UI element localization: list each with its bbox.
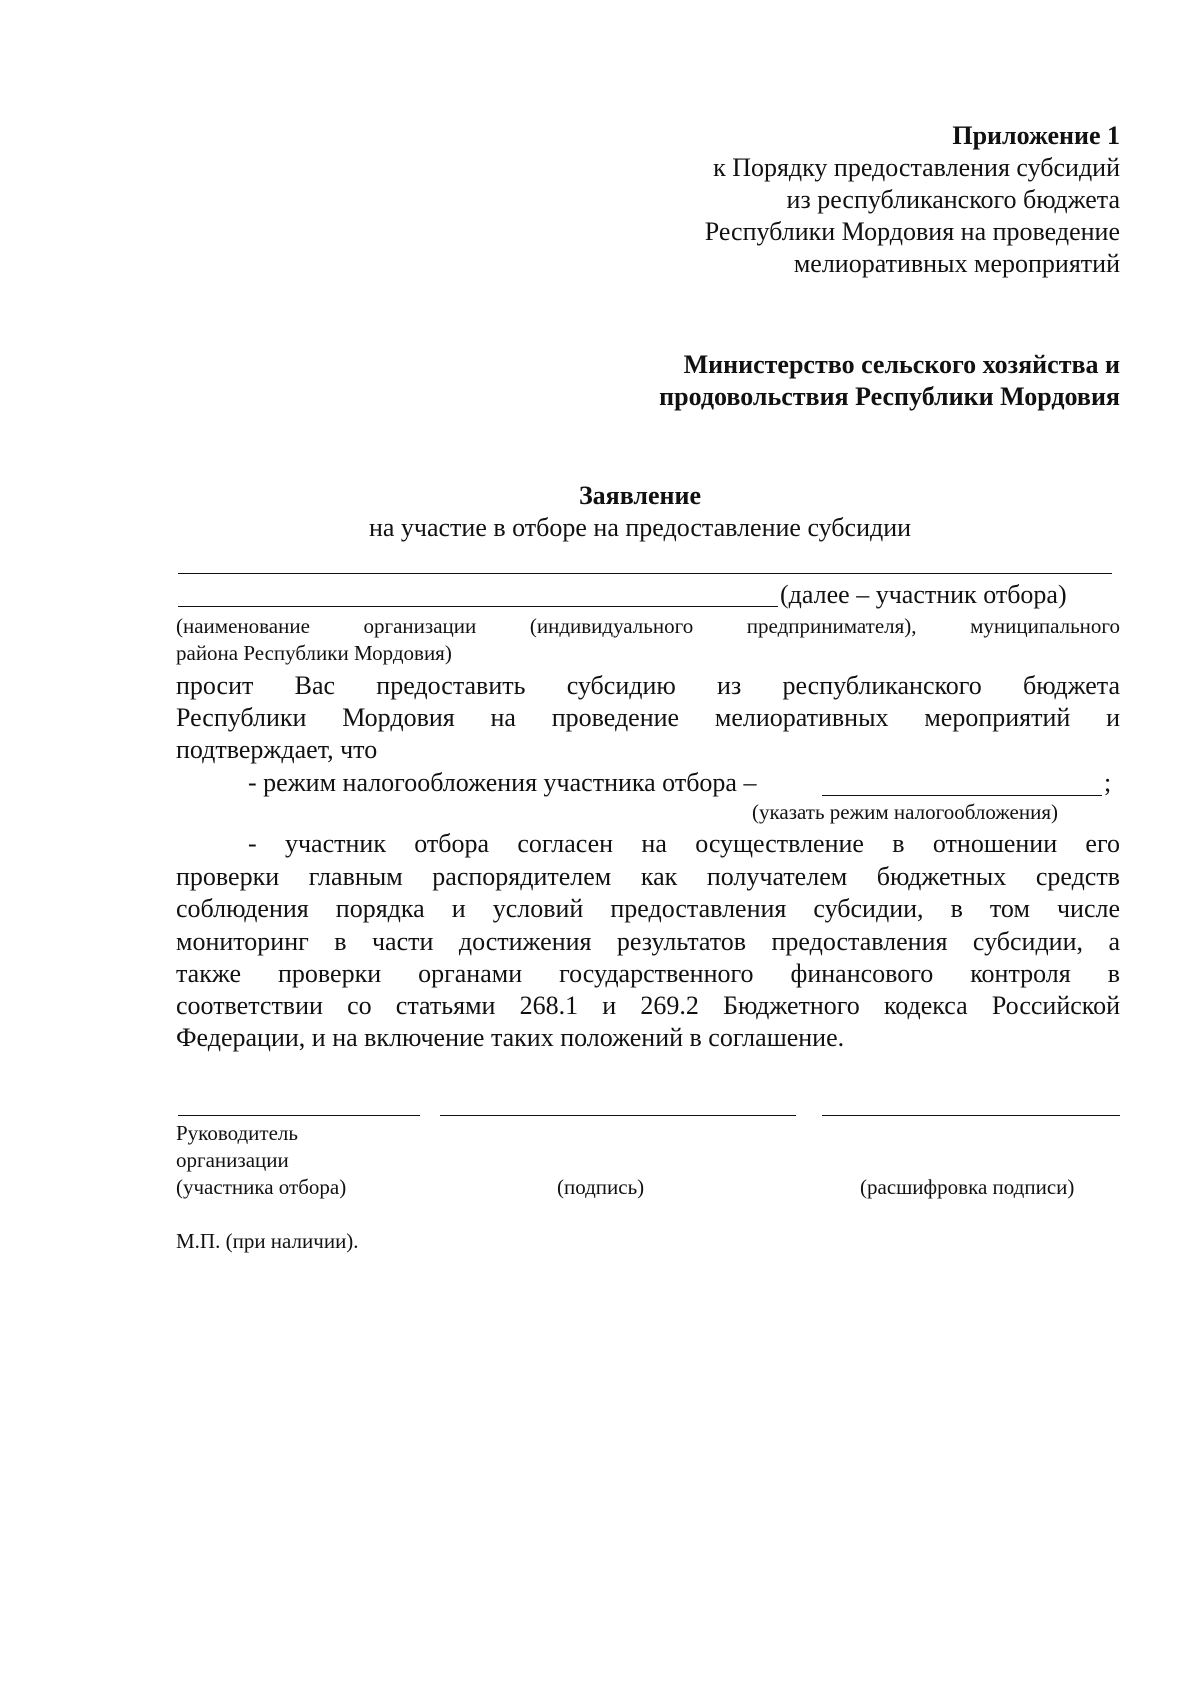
addressee-line: продовольствия Республики Мордовия bbox=[659, 382, 1120, 411]
position-caption-line: Руководитель bbox=[176, 1121, 298, 1145]
tax-regime-blank[interactable] bbox=[822, 795, 1102, 796]
caption-word: (наименование bbox=[176, 614, 310, 638]
addressee-line: Министерство сельского хозяйства и bbox=[683, 350, 1120, 379]
tax-regime-end: ; bbox=[1104, 768, 1112, 797]
stamp-note: М.П. (при наличии). bbox=[176, 1229, 359, 1253]
appendix-line: к Порядку предоставления субсидий bbox=[713, 153, 1120, 182]
request-line: просит Вас предоставить субсидию из республиканского бюджета bbox=[176, 671, 1120, 700]
applicant-name-blank-1[interactable] bbox=[178, 573, 1112, 574]
applicant-caption-line-2: района Республики Мордовия) bbox=[176, 641, 452, 665]
caption-word: муниципального bbox=[970, 614, 1120, 638]
caption-word: предпринимателя), bbox=[746, 614, 917, 638]
consent-line: также проверки органами государственного финансового контроля в bbox=[176, 959, 1120, 988]
consent-line: - участник отбора согласен на осуществление в отношении его bbox=[248, 829, 1120, 858]
consent-line: соблюдения порядка и условий предоставления субсидии, в том числе bbox=[176, 894, 1120, 923]
signature-caption: (подпись) bbox=[557, 1175, 645, 1199]
consent-line: соответствии со статьями 268.1 и 269.2 Бюджетного кодекса Российской bbox=[176, 991, 1120, 1020]
signature-decoding-blank[interactable] bbox=[822, 1115, 1120, 1116]
consent-line: проверки главным распорядителем как получателем бюджетных средств bbox=[176, 862, 1120, 891]
tax-regime-label: - режим налогообложения участника отбора – bbox=[248, 768, 757, 797]
position-caption-line: организации bbox=[176, 1148, 289, 1172]
appendix-line: Республики Мордовия на проведение bbox=[704, 217, 1120, 246]
appendix-line: мелиоративных мероприятий bbox=[793, 249, 1120, 278]
appendix-title: Приложение 1 bbox=[952, 121, 1120, 150]
position-blank[interactable] bbox=[178, 1115, 420, 1116]
applicant-after-blank: (далее – участник отбора) bbox=[780, 580, 1067, 609]
request-last-line: подтверждает, что bbox=[176, 735, 378, 764]
statement-subtitle: на участие в отборе на предоставление субсидии bbox=[368, 513, 912, 542]
caption-word: (индивидуального bbox=[529, 614, 694, 638]
request-line: Республики Мордовия на проведение мелиоративных мероприятий и bbox=[176, 703, 1120, 732]
appendix-header bbox=[705, 120, 1120, 280]
consent-last-line: Федерации, и на включение таких положений в соглашение. bbox=[176, 1023, 845, 1052]
statement-title: Заявление bbox=[578, 481, 702, 510]
signature-decoding-caption: (расшифровка подписи) bbox=[860, 1175, 1075, 1199]
tax-regime-caption: (указать режим налогообложения) bbox=[752, 800, 1058, 824]
signature-blank[interactable] bbox=[440, 1115, 796, 1116]
caption-word: организации bbox=[363, 614, 477, 638]
applicant-caption-line-1 bbox=[176, 614, 1120, 638]
position-caption-line: (участника отбора) bbox=[176, 1175, 347, 1199]
appendix-line: из республиканского бюджета bbox=[786, 185, 1120, 214]
addressee-block bbox=[659, 349, 1120, 413]
consent-line: мониторинг в части достижения результатов предоставления субсидии, а bbox=[176, 927, 1120, 956]
applicant-name-blank-2[interactable] bbox=[178, 606, 778, 607]
